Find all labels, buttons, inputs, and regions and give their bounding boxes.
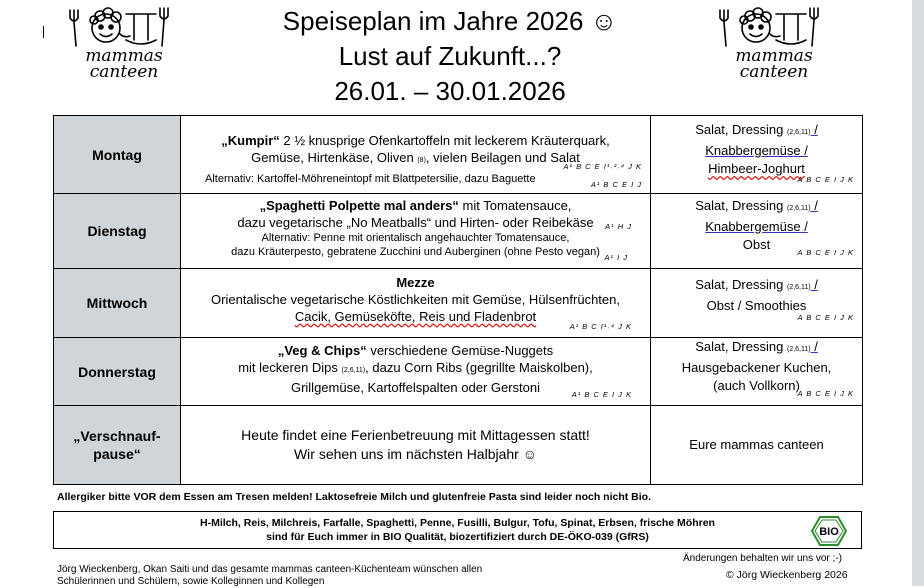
window-edge	[912, 0, 924, 586]
side-line: Salat, Dressing	[695, 197, 784, 213]
dish-description: Grillgemüse, Kartoffelspalten oder Gerstoni	[290, 379, 541, 395]
allergen-codes: A¹ B C E I J K	[571, 390, 632, 399]
main-dish-cell	[181, 269, 651, 338]
holiday-message: Wir sehen uns im nächsten Halbjahr ☺	[293, 446, 538, 462]
side-line: Salat, Dressing	[695, 339, 784, 354]
additive-code: (2,6,11)	[786, 346, 811, 353]
changes-note: Änderungen behalten wir uns vor ;-)	[683, 553, 842, 564]
alternative-dish: Alternativ: Kartoffel-Möhreneintopf mit Blattpetersilie, dazu Baguette	[205, 173, 536, 185]
day-label	[54, 406, 181, 485]
dish-title: „Veg & Chips“	[277, 342, 367, 358]
additive-code: (2,6,11)	[786, 129, 811, 136]
page-title-line3: 26.01. – 30.01.2026	[334, 76, 566, 106]
side-line: Salat, Dressing	[695, 276, 784, 292]
copyright: © Jörg Wieckenberg 2026	[726, 569, 848, 581]
allergen-codes: A B C E I J K	[797, 248, 854, 257]
signature-text: Eure mammas canteen	[689, 437, 824, 452]
additive-code: (2,6,11)	[786, 283, 811, 291]
table-row	[54, 269, 863, 338]
allergen-codes: A¹ B C E I¹˒²˒⁴ J K	[563, 162, 642, 171]
logo-text-mammas: mammas	[85, 46, 163, 66]
main-dish-cell	[181, 116, 651, 194]
side-line: Knabbergemüse /	[705, 218, 808, 234]
side-dish-cell	[651, 338, 863, 406]
dish-description: mit leckeren Dips	[238, 359, 338, 375]
table-row	[54, 116, 863, 194]
side-line: Obst	[742, 236, 771, 252]
table-row	[54, 406, 863, 485]
allergen-codes: A B C E I J K	[797, 175, 854, 184]
dish-description: , dazu Corn Ribs (gegrillte Maiskolben),	[365, 359, 593, 375]
side-slash: /	[810, 339, 818, 354]
dish-title: Mezze	[396, 274, 435, 290]
mammas-canteen-logo-right	[714, 4, 834, 82]
logo-text-canteen: canteen	[89, 62, 159, 82]
dish-description: Orientalische vegetarische Köstlichkeiten mit Gemüse, Hülsenfrüchten,	[211, 291, 620, 307]
day-label-text: „Verschnauf-pause“	[73, 428, 161, 462]
main-dish-cell	[181, 338, 651, 406]
chef-face-icon	[714, 4, 834, 50]
dish-title: „Kumpir“	[221, 133, 280, 148]
bio-quality-box	[53, 511, 862, 549]
bio-certification-line: sind für Euch immer in BIO Qualität, biozertifiziert durch DE-ÖKO-039 (GfRS)	[266, 531, 649, 543]
dish-description: verschiedene Gemüse-Nuggets	[366, 342, 554, 358]
side-slash: /	[810, 122, 818, 137]
dish-description: , vielen Beilagen und Salat	[425, 150, 580, 165]
dish-description: 2 ½ knusprige Ofenkartoffeln mit leckerem Kräuterquark,	[279, 133, 610, 148]
side-line: Hausgebackener Kuchen,	[681, 360, 832, 375]
additive-code: (2,6,11)	[786, 204, 811, 212]
side-line: Himbeer-Joghurt	[708, 161, 805, 176]
dish-description: Gemüse, Hirtenkäse, Oliven	[251, 150, 414, 165]
side-dish-cell	[651, 406, 863, 485]
text-cursor	[43, 26, 44, 38]
dish-description: mit Tomatensauce,	[458, 198, 572, 213]
allergen-codes: A B C E I J K	[797, 313, 854, 322]
side-slash: /	[810, 197, 818, 213]
alternative-dish: dazu Kräuterpesto, gebratene Zucchini und Auberginen (ohne Pesto vegan)	[231, 246, 600, 258]
day-label: Donnerstag	[54, 338, 181, 406]
table-row	[54, 338, 863, 406]
side-line: Obst / Smoothies	[706, 297, 807, 313]
allergen-codes: A¹ I J	[604, 253, 628, 262]
additive-code: (8)	[417, 157, 426, 164]
side-line: Knabbergemüse /	[705, 143, 808, 158]
side-line: (auch Vollkorn)	[713, 378, 800, 393]
page-title-line1: Speiseplan im Jahre 2026 ☺	[282, 6, 618, 36]
day-label: Mittwoch	[54, 269, 181, 338]
bio-seal-label: BIO	[819, 526, 839, 538]
menu-table	[53, 115, 863, 485]
main-dish-cell	[181, 194, 651, 269]
side-slash: /	[810, 276, 818, 292]
side-line: Salat, Dressing	[695, 122, 784, 137]
alternative-dish: Alternativ: Penne mit orientalisch angehauchter Tomatensauce,	[261, 232, 570, 244]
page-title-line2: Lust auf Zukunft...?	[338, 41, 562, 71]
dish-title: „Spaghetti Polpette mal anders“	[259, 198, 459, 213]
allergen-codes: A¹ B C E I J	[590, 180, 642, 189]
allergen-codes: A¹ B C I¹˒⁴ J K	[569, 322, 632, 331]
day-label: Dienstag	[54, 194, 181, 269]
side-dish-cell	[651, 269, 863, 338]
side-dish-cell	[651, 116, 863, 194]
dish-description: dazu vegetarische „No Meatballs“ und Hirten- oder Reibekäse	[237, 215, 594, 230]
dish-description: Cacik, Gemüseköfte, Reis und Fladenbrot	[294, 308, 537, 324]
table-row	[54, 194, 863, 269]
chef-face-icon	[64, 4, 184, 50]
allergy-notice: Allergiker bitte VOR dem Essen am Tresen melden! Laktosefreie Milch und glutenfreie Pasta sind leider noch nicht Bio.	[57, 491, 651, 503]
logo-text-canteen: canteen	[739, 62, 809, 82]
mammas-canteen-logo-left	[64, 4, 184, 82]
allergen-codes: A B C E I J K	[797, 389, 854, 398]
holiday-message: Heute findet eine Ferienbetreuung mit Mittagessen statt!	[241, 427, 590, 443]
day-label: Montag	[54, 116, 181, 194]
bio-products-line: H-Milch, Reis, Milchreis, Farfalle, Spaghetti, Penne, Fusilli, Bulgur, Tofu, Spinat, Erbsen, frische Möhren	[200, 517, 715, 529]
main-dish-cell	[181, 406, 651, 485]
side-dish-cell	[651, 194, 863, 269]
additive-code: (2,6,11)	[341, 366, 366, 374]
bio-seal-icon	[810, 515, 848, 552]
logo-text-mammas: mammas	[735, 46, 813, 66]
allergen-codes: A¹ H J	[605, 222, 632, 231]
footer-greeting: Jörg Wieckenberg, Okan Saiti und das gesamte mammas canteen-Küchenteam wünschen allen Schülerinnen und Schülern, sowie Kolleginnen und Kollegen	[57, 564, 483, 587]
